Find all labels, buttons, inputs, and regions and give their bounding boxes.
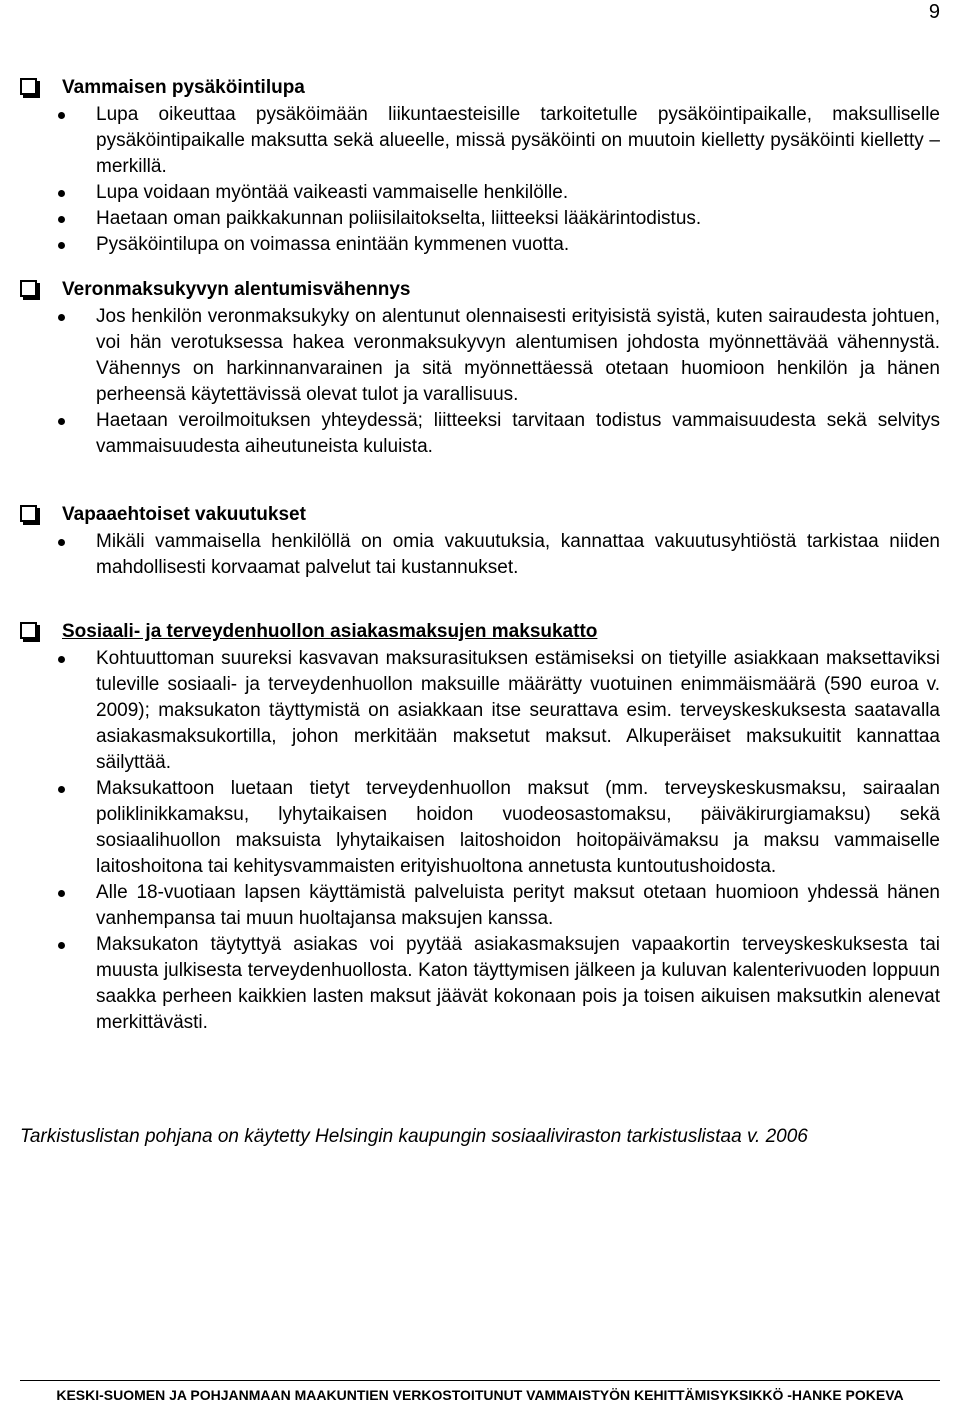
checkbox-icon <box>20 505 37 522</box>
section-title: Vammaisen pysäköintilupa <box>62 77 305 98</box>
list-item <box>20 932 940 1036</box>
bullet-icon <box>58 242 65 249</box>
list-item <box>20 180 940 206</box>
bullet-list <box>20 646 940 1036</box>
list-item-text: Lupa voidaan myöntää vaikeasti vammaiselle henkilölle. <box>96 182 569 203</box>
bullet-icon <box>58 418 65 425</box>
list-item <box>20 880 940 932</box>
section-parking-permit <box>20 74 940 258</box>
bullet-icon <box>58 539 65 546</box>
list-item-text: Maksukattoon luetaan tietyt terveydenhuollon maksut (mm. terveyskeskusmaksu, sairaalan poliklinikkamaksu, lyhytaikaisen hoidon vuodeosastomaksu, päiväkirurgiamaksu) sekä sosiaalihuollon maksuista lyhytaikaisen laitoshoidon hoitopäivämaksu ja maksu vammaiselle laitoshoitona tai kehitysvammaisten erityishuoltona annetusta kuntoutushoidosta. <box>96 778 940 877</box>
source-note: Tarkistuslistan pohjana on käytetty Helsingin kaupungin sosiaaliviraston tarkistuslistaa v. 2006 <box>20 1126 808 1147</box>
section-heading <box>20 618 940 646</box>
section-heading <box>20 501 940 529</box>
list-item <box>20 102 940 180</box>
section-heading <box>20 276 940 304</box>
bullet-list <box>20 304 940 460</box>
footer-divider <box>20 1380 940 1381</box>
section-tax-deduction <box>20 276 940 460</box>
bullet-icon <box>58 216 65 223</box>
list-item-text: Lupa oikeuttaa pysäköimään liikuntaesteisille tarkoitetulle pysäköintipaikalle, maksulliselle pysäköintipaikalle maksutta sekä alueelle, missä pysäköinti on muutoin kielletty pysäköinti kielletty – merkillä. <box>96 104 940 177</box>
checkbox-icon <box>20 78 37 95</box>
page-number: 9 <box>928 1 940 23</box>
page-footer: KESKI-SUOMEN JA POHJANMAAN MAAKUNTIEN VERKOSTOITUNUT VAMMAISTYÖN KEHITTÄMISYKSIKKÖ -HANKE POKEVA <box>56 1387 904 1403</box>
list-item-text: Mikäli vammaisella henkilöllä on omia vakuutuksia, kannattaa vakuutusyhtiöstä tarkistaa niiden mahdollisesti korvaamat palvelut tai kustannukset. <box>96 531 940 578</box>
section-title: Veronmaksukyvyn alentumisvähennys <box>62 279 411 300</box>
section-payment-ceiling <box>20 618 940 1036</box>
list-item-text: Kohtuuttoman suureksi kasvavan maksurasituksen estämiseksi on tietyille asiakkaan maksettaviksi tuleville sosiaali- ja terveydenhuollon maksuille määrätty vuotuinen enimmäismäärä (590 euroa v. 2009); maksukaton täyttymistä on asiakkaan itse seurattava esim. terveyskeskuksesta saatavalla asiakasmaksukortilla, johon merkitään maksetut maksut. Alkuperäiset maksukuitit kannattaa säilyttää. <box>96 648 940 773</box>
list-item-text: Pysäköintilupa on voimassa enintään kymmenen vuotta. <box>96 234 570 255</box>
section-heading <box>20 74 940 102</box>
bullet-icon <box>58 786 65 793</box>
bullet-icon <box>58 190 65 197</box>
list-item <box>20 408 940 460</box>
list-item-text: Jos henkilön veronmaksukyky on alentunut olennaisesti erityisistä syistä, kuten sairaudesta johtuen, voi hän verotuksessa hakea veronmaksukyvyn alentumisen johdosta myönnettävää vähennystä. Vähennys on harkinnanvarainen ja sitä myönnettäessä otetaan huomioon henkilön ja hänen perheensä käytettävissä olevat tulot ja varallisuus. <box>96 306 940 405</box>
list-item <box>20 206 940 232</box>
bullet-icon <box>58 890 65 897</box>
list-item <box>20 304 940 408</box>
bullet-icon <box>58 942 65 949</box>
list-item <box>20 232 940 258</box>
section-title: Sosiaali- ja terveydenhuollon asiakasmaksujen maksukatto <box>62 621 598 642</box>
list-item-text: Maksukaton täytyttyä asiakas voi pyytää asiakasmaksujen vapaakortin terveyskeskuksesta tai muusta julkisesta terveydenhuollosta. Katon täyttymisen jälkeen ja kuluvan kalenterivuoden loppuun saakka perheen kaikkien lasten maksut jäävät kokonaan pois ja toisen aikuisen maksutkin alenevat merkittävästi. <box>96 934 940 1033</box>
checkbox-icon <box>20 280 37 297</box>
list-item <box>20 776 940 880</box>
section-voluntary-insurance <box>20 501 940 581</box>
bullet-list <box>20 529 940 581</box>
list-item <box>20 529 940 581</box>
bullet-icon <box>58 656 65 663</box>
bullet-icon <box>58 314 65 321</box>
list-item-text: Alle 18-vuotiaan lapsen käyttämistä palveluista perityt maksut otetaan huomioon yhdessä hänen vanhempansa tai muun huoltajansa maksujen kanssa. <box>96 882 940 929</box>
list-item-text: Haetaan oman paikkakunnan poliisilaitokselta, liitteeksi lääkärintodistus. <box>96 208 702 229</box>
checkbox-icon <box>20 622 37 639</box>
section-title: Vapaaehtoiset vakuutukset <box>62 504 306 525</box>
bullet-list <box>20 102 940 258</box>
bullet-icon <box>58 112 65 119</box>
list-item <box>20 646 940 776</box>
list-item-text: Haetaan veroilmoituksen yhteydessä; liitteeksi tarvitaan todistus vammaisuudesta sekä selvitys vammaisuudesta aiheutuneista kuluista. <box>96 410 940 457</box>
